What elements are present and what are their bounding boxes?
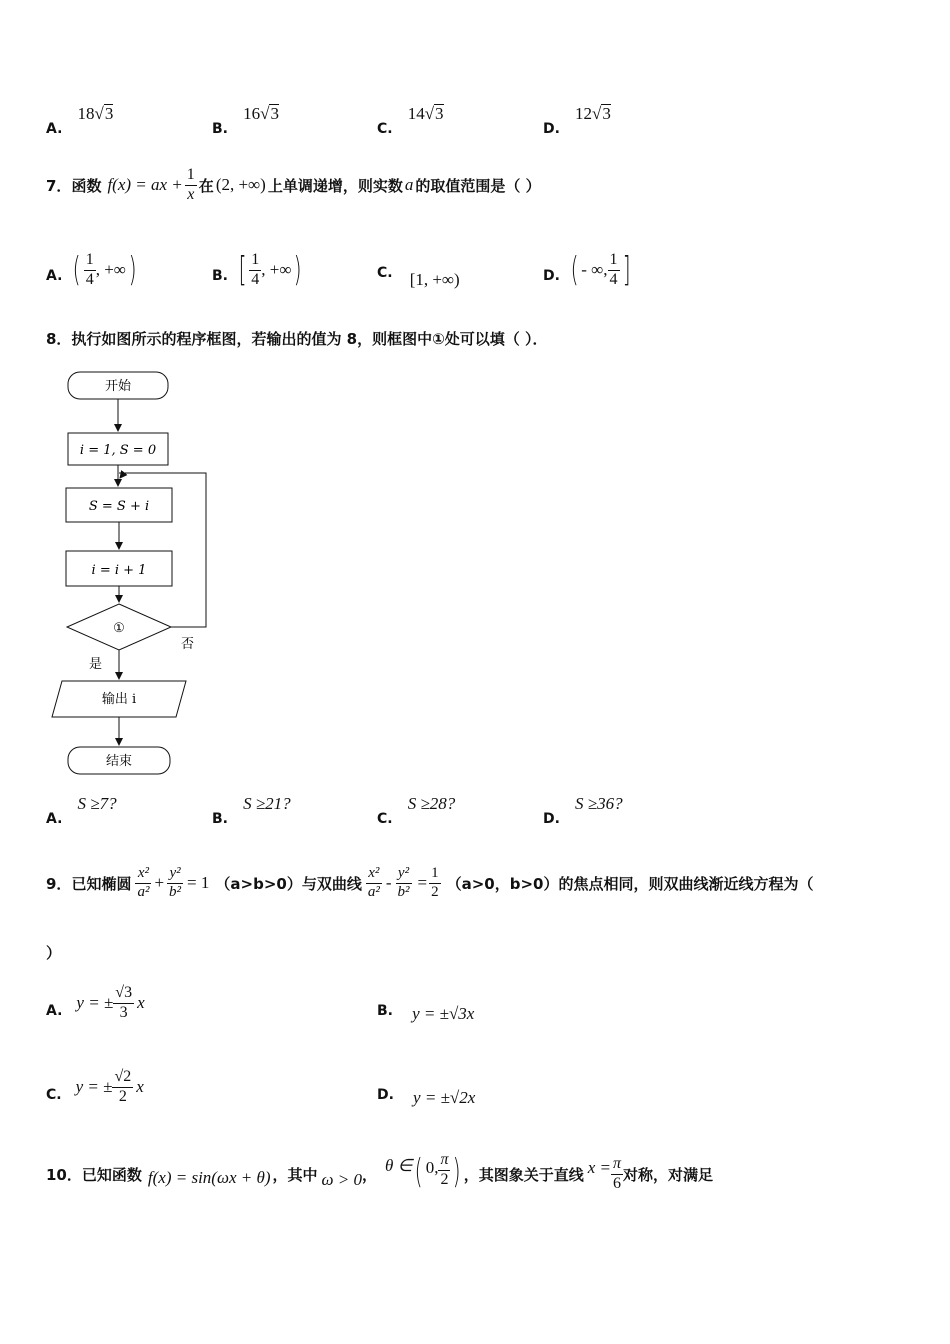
q9-text: （a>0，b>0）的焦点相同，则双曲线渐近线方程为（ bbox=[446, 874, 814, 893]
frac-numerator: y² bbox=[167, 865, 183, 883]
frac-denominator: 2 bbox=[440, 1170, 449, 1188]
sqrt-icon: √ bbox=[592, 104, 602, 123]
frac-denominator: a² bbox=[367, 883, 380, 900]
left-paren-icon: ( bbox=[415, 1152, 424, 1192]
q10-pi-half bbox=[438, 1151, 450, 1189]
q10-stem bbox=[46, 1142, 713, 1206]
q7-var: a bbox=[404, 175, 414, 194]
option-text: S ≥21? bbox=[243, 794, 291, 813]
option-fraction bbox=[113, 984, 134, 1022]
option-label: D. bbox=[377, 1087, 394, 1103]
option-label: C. bbox=[377, 121, 393, 137]
question-number: 9． bbox=[46, 874, 72, 893]
q7-option-d[interactable] bbox=[543, 244, 633, 296]
hyper-eq: = bbox=[417, 873, 428, 892]
option-fraction bbox=[608, 251, 620, 289]
hyper-y-term bbox=[396, 865, 412, 901]
option-text: S ≥28? bbox=[407, 794, 456, 813]
option-post: x bbox=[137, 993, 145, 1012]
frac-numerator: x² bbox=[366, 865, 382, 883]
option-label: C. bbox=[377, 811, 393, 827]
flow-inc-text: i = i + 1 bbox=[91, 563, 147, 578]
option-coef: 16 bbox=[243, 104, 261, 123]
question-number: 10． bbox=[46, 1165, 82, 1184]
option-label: B. bbox=[212, 121, 228, 137]
q9-text: 已知椭圆 bbox=[71, 874, 132, 893]
flow-no-label: 否 bbox=[181, 637, 195, 652]
q10-text: 已知函数 bbox=[81, 1165, 142, 1184]
flow-init-text: i = 1, S = 0 bbox=[79, 443, 157, 458]
frac-denominator: b² bbox=[169, 883, 182, 900]
option-label: D. bbox=[543, 121, 560, 137]
option-pre: y = ± bbox=[76, 993, 114, 1012]
right-paren-icon: ) bbox=[453, 1152, 462, 1192]
frac-denominator: x bbox=[187, 185, 195, 203]
right-bracket-icon: ] bbox=[622, 250, 631, 290]
option-post: x bbox=[136, 1077, 144, 1096]
option-pre: y = ± bbox=[75, 1077, 113, 1096]
frac-numerator: 1 bbox=[249, 251, 261, 270]
sqrt-icon: √ bbox=[424, 104, 435, 123]
option-fraction bbox=[249, 251, 261, 289]
option-tail: , +∞ bbox=[95, 260, 126, 279]
option-text: S ≥7? bbox=[77, 794, 117, 813]
plus-sign: + bbox=[154, 873, 165, 892]
option-coef: 18 bbox=[77, 104, 95, 123]
q6-option-a[interactable] bbox=[46, 104, 114, 137]
ellipse-x-term bbox=[135, 865, 151, 901]
q9-stem bbox=[46, 855, 813, 911]
q7-function: f(x) = ax + bbox=[107, 175, 183, 194]
option-radicand: 3 bbox=[435, 104, 444, 123]
flowchart bbox=[40, 365, 210, 785]
frac-denominator: 4 bbox=[251, 270, 260, 288]
frac-numerator: π bbox=[438, 1151, 450, 1170]
frac-numerator: x² bbox=[135, 865, 151, 883]
q10-omega: ω > 0 bbox=[321, 1170, 362, 1189]
q6-option-b[interactable] bbox=[212, 104, 279, 137]
flow-output-text: 输出 i bbox=[101, 692, 137, 707]
option-head: - ∞, bbox=[581, 260, 608, 279]
q10-function: f(x) = sin(ωx + θ) bbox=[147, 1168, 271, 1187]
frac-denominator: 4 bbox=[85, 270, 94, 288]
q7-prefix: 函数 bbox=[71, 176, 102, 195]
flow-condition-text: ① bbox=[113, 621, 125, 636]
option-text: [1, +∞) bbox=[409, 270, 460, 289]
q7-suffix: 上单调递增，则实数 bbox=[267, 176, 403, 195]
q10-pi-sixth bbox=[611, 1155, 623, 1193]
q7-option-b[interactable] bbox=[212, 244, 305, 296]
q8-option-b[interactable] bbox=[212, 794, 291, 827]
option-label: B. bbox=[377, 1003, 393, 1019]
sqrt-icon: √ bbox=[260, 104, 270, 123]
option-label: A. bbox=[46, 268, 63, 284]
q8-option-c[interactable] bbox=[377, 794, 456, 827]
option-label: B. bbox=[212, 811, 228, 827]
q7-stem bbox=[46, 160, 541, 210]
option-tail: , +∞ bbox=[261, 260, 292, 279]
hyper-half bbox=[429, 865, 441, 901]
frac-numerator: √2 bbox=[112, 1068, 133, 1087]
left-paren-icon: ( bbox=[73, 250, 82, 290]
q9-text: （a>b>0）与双曲线 bbox=[215, 874, 362, 893]
option-text: y = ±√3x bbox=[412, 1004, 475, 1023]
option-text: S ≥36? bbox=[575, 794, 623, 813]
frac-numerator: 1 bbox=[185, 166, 197, 185]
option-fraction bbox=[112, 1068, 133, 1106]
option-radicand: 3 bbox=[602, 104, 611, 123]
q10-text: 对称，对满足 bbox=[623, 1165, 714, 1184]
q10-text: ， bbox=[362, 1165, 378, 1184]
ellipse-y-term bbox=[167, 865, 183, 901]
q8-option-d[interactable] bbox=[543, 794, 623, 827]
option-label: A. bbox=[46, 1003, 63, 1019]
option-label: D. bbox=[543, 268, 560, 284]
q10-interval: 0, bbox=[425, 1158, 439, 1177]
hyper-x-term bbox=[366, 865, 382, 901]
right-paren-icon: ) bbox=[128, 250, 137, 290]
frac-denominator: 2 bbox=[118, 1087, 127, 1105]
sqrt-icon: √ bbox=[94, 104, 104, 123]
option-fraction bbox=[84, 251, 96, 289]
q9-option-b[interactable] bbox=[377, 1000, 475, 1023]
option-label: C. bbox=[46, 1087, 62, 1103]
frac-denominator: a² bbox=[137, 883, 150, 900]
flow-sum-text: S = S + i bbox=[88, 499, 150, 514]
minus-sign: - bbox=[385, 873, 392, 892]
flow-yes-label: 是 bbox=[89, 657, 103, 672]
q9-option-a[interactable] bbox=[46, 976, 145, 1030]
flow-end-text: 结束 bbox=[105, 754, 133, 769]
q9-close: ） bbox=[46, 944, 62, 962]
right-paren-icon: ) bbox=[294, 250, 303, 290]
q10-text: ，其图象关于直线 bbox=[463, 1165, 584, 1184]
frac-numerator: √3 bbox=[113, 984, 134, 1003]
frac-denominator: 4 bbox=[609, 270, 618, 288]
frac-numerator: 1 bbox=[608, 251, 620, 270]
option-label: B. bbox=[212, 268, 228, 284]
q6-option-c[interactable] bbox=[377, 104, 444, 137]
q6-option-d[interactable] bbox=[543, 104, 611, 137]
option-label: D. bbox=[543, 811, 560, 827]
frac-numerator: 1 bbox=[84, 251, 96, 270]
option-radicand: 3 bbox=[270, 104, 279, 123]
q7-option-a[interactable] bbox=[46, 244, 139, 296]
q7-option-c[interactable] bbox=[377, 262, 460, 289]
option-coef: 14 bbox=[407, 104, 425, 123]
ellipse-eq: = 1 bbox=[187, 873, 210, 892]
option-label: A. bbox=[46, 121, 63, 137]
q7-mid: 在 bbox=[198, 176, 214, 195]
left-bracket-icon: [ bbox=[238, 250, 247, 290]
frac-numerator: π bbox=[611, 1155, 623, 1174]
question-number: 7． bbox=[46, 176, 72, 195]
frac-numerator: y² bbox=[396, 865, 412, 883]
option-radicand: 3 bbox=[104, 104, 114, 123]
frac-numerator: 1 bbox=[429, 865, 441, 883]
q10-text: ，其中 bbox=[272, 1165, 318, 1184]
q7-fraction bbox=[185, 166, 197, 204]
frac-denominator: 6 bbox=[613, 1174, 622, 1192]
option-text: y = ±√2x bbox=[413, 1088, 476, 1107]
q8-stem: 8．执行如图所示的程序框图，若输出的值为 8，则框图中①处可以填（ ）． bbox=[46, 330, 548, 348]
q9-option-c[interactable] bbox=[46, 1060, 144, 1114]
option-label: C. bbox=[377, 265, 393, 281]
q10-line: x = bbox=[587, 1158, 612, 1177]
flow-start-text: 开始 bbox=[104, 379, 132, 394]
q10-theta: θ ∈ bbox=[385, 1156, 413, 1175]
frac-denominator: b² bbox=[397, 883, 410, 900]
option-label: A. bbox=[46, 811, 63, 827]
q9-option-d[interactable] bbox=[377, 1084, 476, 1107]
q7-tail: 的取值范围是（ ） bbox=[415, 176, 541, 195]
left-paren-icon: ( bbox=[570, 250, 579, 290]
frac-denominator: 3 bbox=[119, 1003, 128, 1021]
option-coef: 12 bbox=[575, 104, 593, 123]
q7-interval: (2, +∞) bbox=[215, 175, 266, 194]
frac-denominator: 2 bbox=[431, 883, 439, 900]
q8-option-a[interactable] bbox=[46, 794, 117, 827]
